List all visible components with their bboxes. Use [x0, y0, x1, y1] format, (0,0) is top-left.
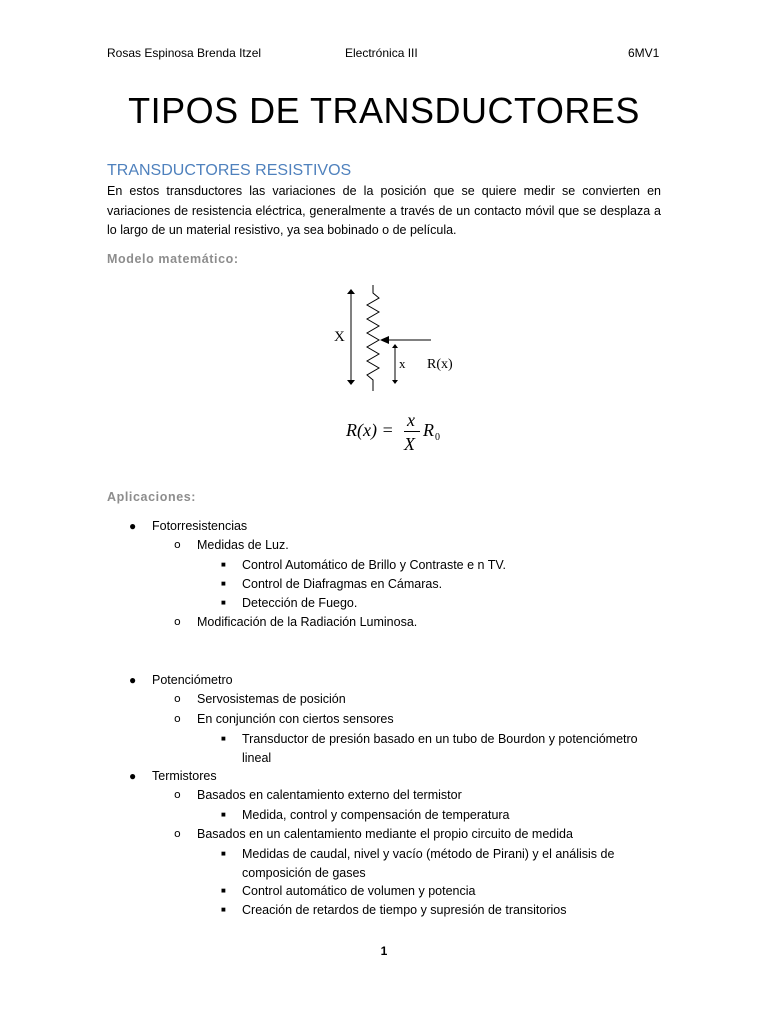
- list-item: Control Automático de Brillo y Contraste e n TV.: [242, 558, 507, 572]
- list-item: Control automático de volumen y potencia: [242, 884, 476, 898]
- list-item: Creación de retardos de tiempo y supresión de transitorios: [242, 903, 567, 917]
- intro-paragraph: [107, 182, 661, 241]
- bullet-icon: ●: [129, 519, 137, 533]
- list-item-fotorresistencias: Fotorresistencias: [152, 519, 248, 533]
- square-bullet-icon: ■: [221, 810, 226, 819]
- circle-bullet-icon: o: [174, 827, 181, 840]
- resistor-zigzag: [367, 285, 379, 391]
- list-item: Servosistemas de posición: [197, 692, 346, 706]
- formula-subscript: 0: [435, 432, 440, 443]
- list-item: Detección de Fuego.: [242, 596, 358, 610]
- label-x: x: [399, 356, 406, 371]
- square-bullet-icon: ■: [221, 849, 226, 858]
- label-R: R(x): [427, 357, 453, 372]
- list-item: Medida, control y compensación de temperatura: [242, 808, 510, 822]
- list-item: Basados en un calentamiento mediante el propio circuito de medida: [197, 827, 573, 841]
- list-item: Basados en calentamiento externo del termistor: [197, 788, 462, 802]
- header-author: Rosas Espinosa Brenda Itzel: [107, 46, 262, 60]
- header-group: 6MV1: [628, 46, 660, 60]
- square-bullet-icon: ■: [221, 560, 226, 569]
- circle-bullet-icon: o: [174, 538, 181, 551]
- list-item-termistores: Termistores: [152, 769, 217, 783]
- wiper-arrow-icon: [380, 336, 389, 344]
- fraction-bar: [404, 431, 420, 432]
- circle-bullet-icon: o: [174, 692, 181, 705]
- intro-line: lo largo de un material resistivo, ya sea bobinado o de película.: [107, 223, 457, 237]
- square-bullet-icon: ■: [221, 598, 226, 607]
- model-heading: Modelo matemático:: [107, 252, 239, 266]
- bullet-icon: ●: [129, 673, 137, 687]
- list-item-potenciometro: Potenciómetro: [152, 673, 233, 687]
- list-item: Modificación de la Radiación Luminosa.: [197, 615, 418, 629]
- intro-line: variaciones de resistencia eléctrica, generalmente a través de un contacto móvil que se desplaza a: [107, 203, 661, 218]
- circle-bullet-icon: o: [174, 712, 181, 725]
- label-X: X: [334, 329, 345, 345]
- list-item: Medidas de caudal, nivel y vacío (método de Pirani) y el análisis de composición de gases: [242, 847, 615, 880]
- formula-r: R: [423, 420, 434, 440]
- intro-line: En estos transductores las variaciones de la posición que se quiere medir se convierten en: [107, 184, 661, 198]
- square-bullet-icon: ■: [221, 905, 226, 914]
- page-title: TIPOS DE TRANSDUCTORES: [128, 90, 640, 131]
- page-number: 1: [380, 944, 388, 958]
- list-item: Transductor de presión basado en un tubo de Bourdon y potenciómetro lineal: [242, 732, 638, 765]
- list-item: Control de Diafragmas en Cámaras.: [242, 577, 443, 591]
- formula: [346, 408, 456, 458]
- formula-numerator: x: [407, 410, 415, 430]
- formula-denominator: X: [404, 434, 415, 454]
- arrow-up-small-icon: [392, 344, 398, 348]
- formula-lhs: R(x) =: [346, 420, 394, 440]
- header-course: Electrónica III: [345, 46, 418, 60]
- arrow-down-small-icon: [392, 380, 398, 384]
- list-item: Medidas de Luz.: [197, 538, 289, 552]
- potentiometer-diagram: [300, 283, 470, 393]
- circle-bullet-icon: o: [174, 615, 181, 628]
- square-bullet-icon: ■: [221, 734, 226, 743]
- applications-heading: Aplicaciones:: [107, 490, 197, 504]
- section-heading: TRANSDUCTORES RESISTIVOS: [107, 162, 352, 179]
- arrow-down-icon: [347, 380, 355, 385]
- list-item: En conjunción con ciertos sensores: [197, 712, 394, 726]
- bullet-icon: ●: [129, 769, 137, 783]
- square-bullet-icon: ■: [221, 886, 226, 895]
- circle-bullet-icon: o: [174, 788, 181, 801]
- arrow-up-icon: [347, 289, 355, 294]
- square-bullet-icon: ■: [221, 579, 226, 588]
